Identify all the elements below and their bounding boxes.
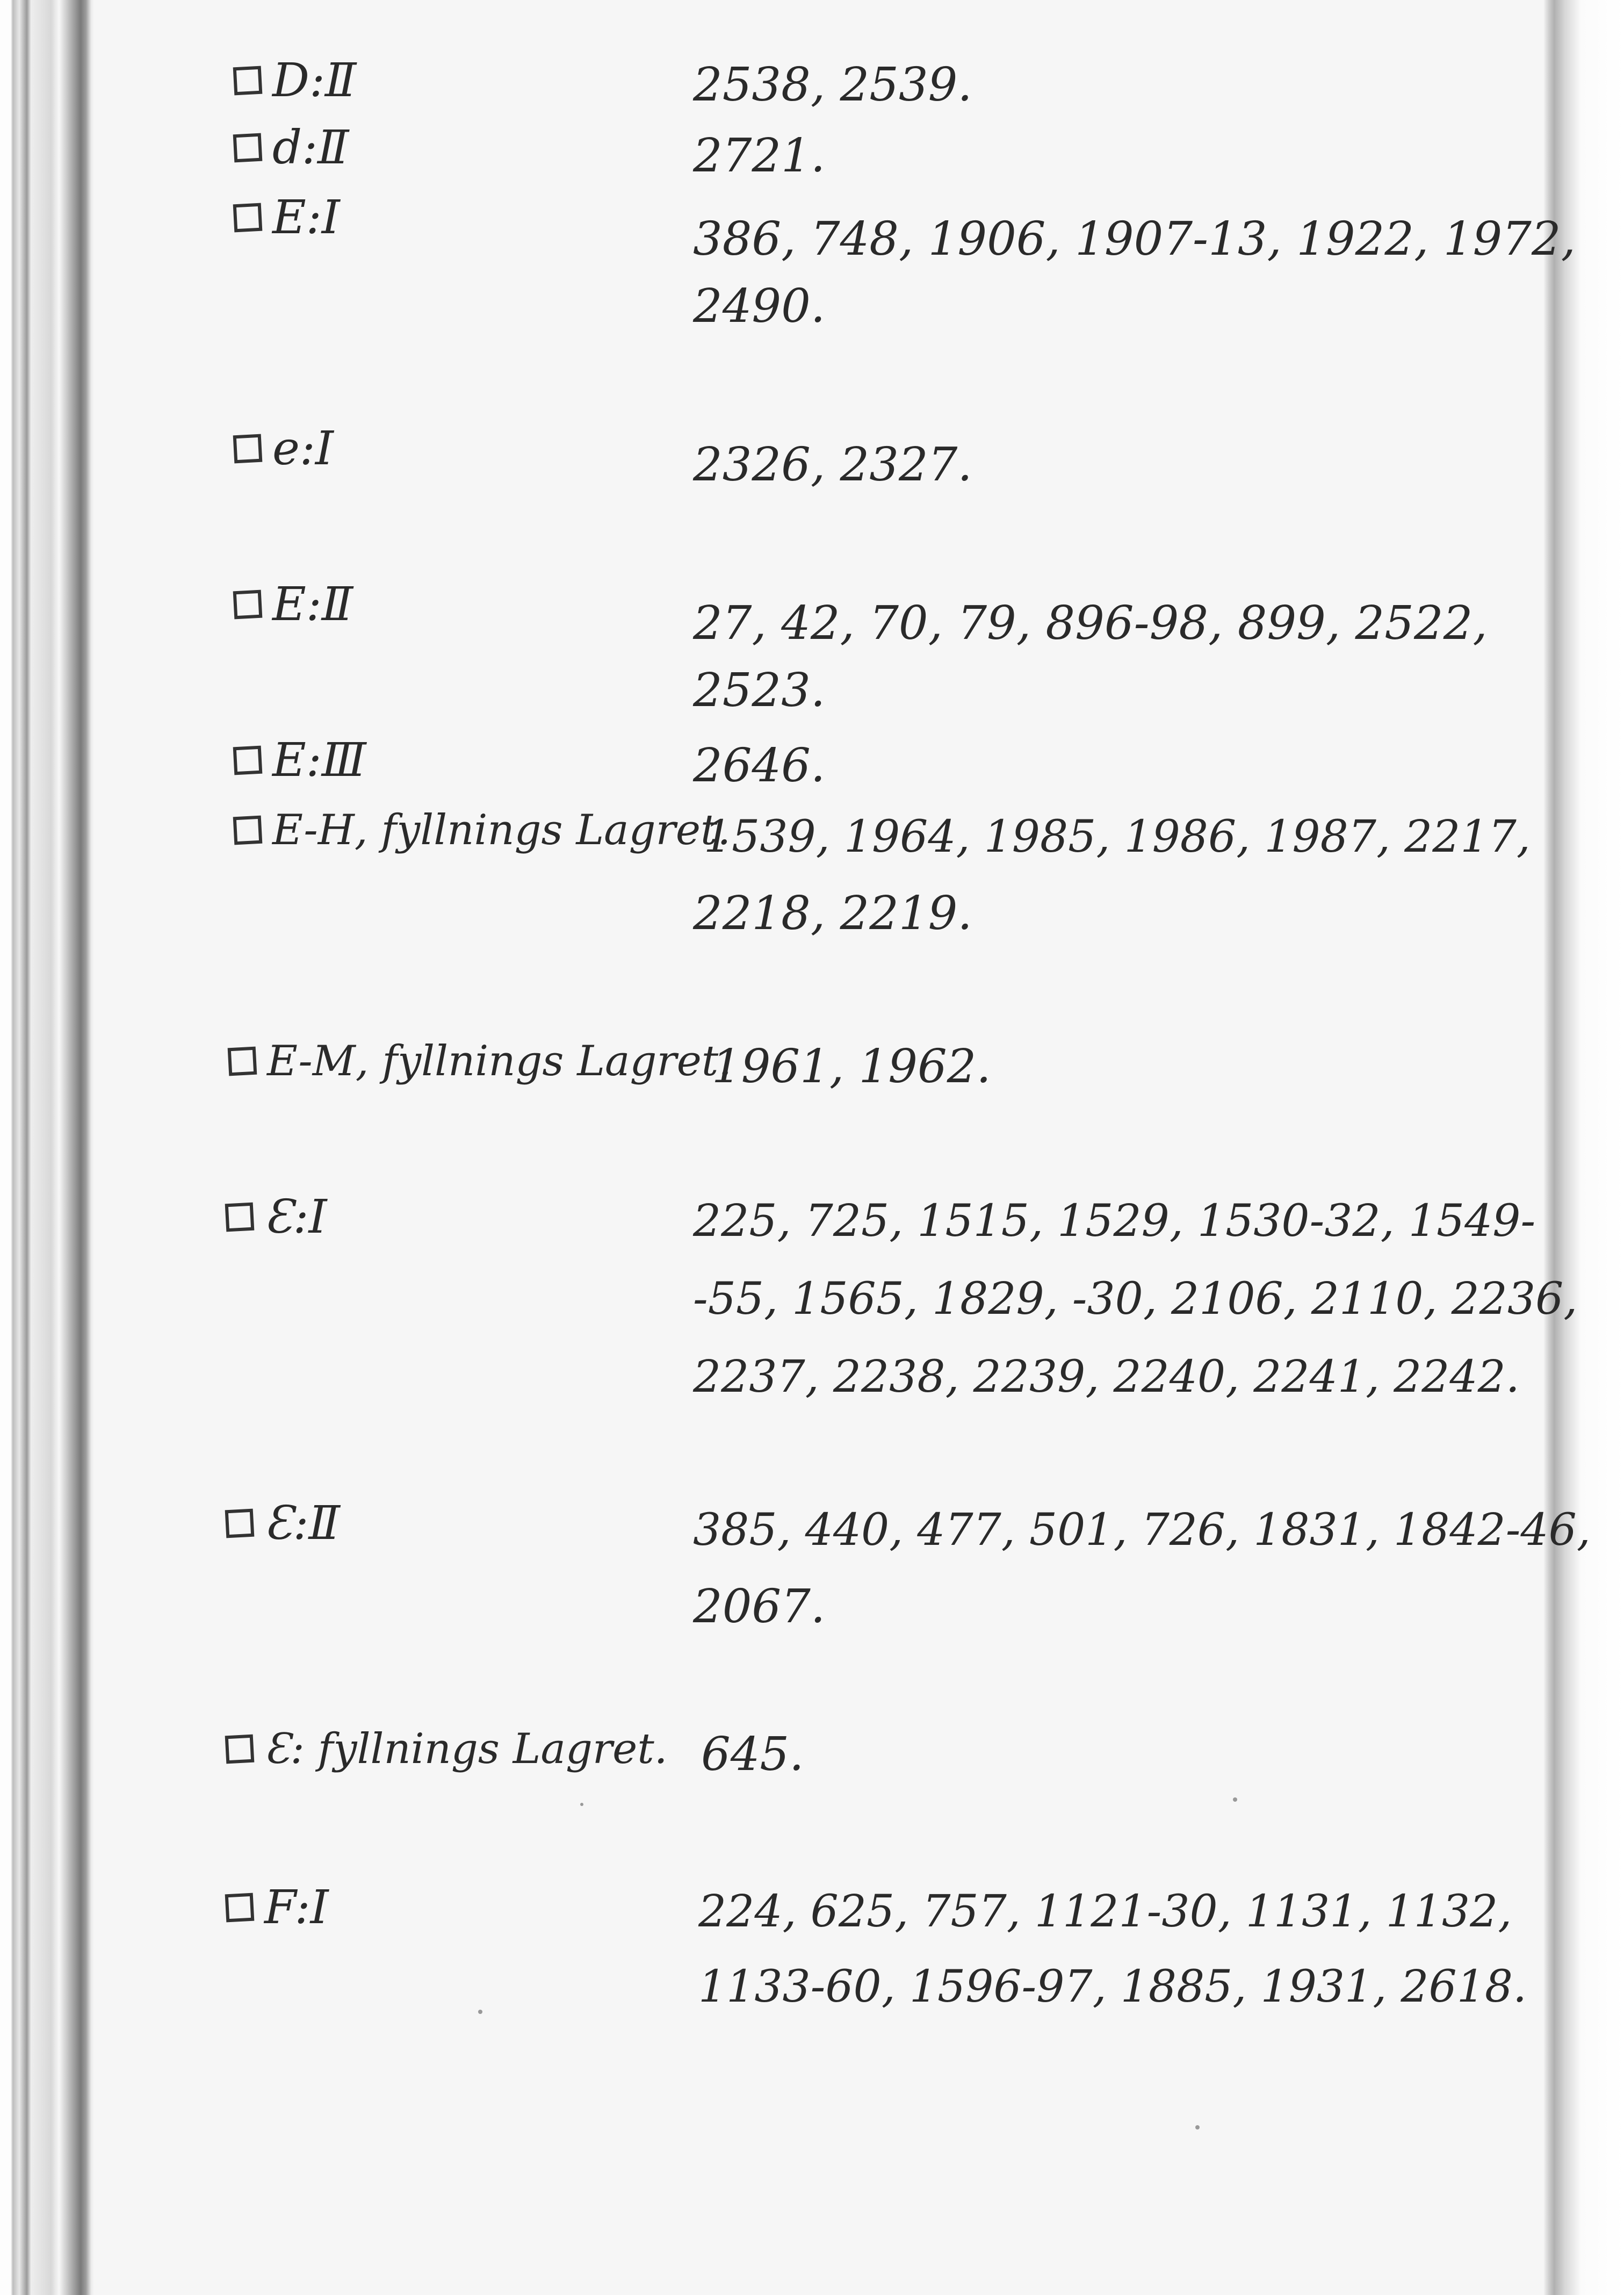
entry-numbers-line: 2538, 2539.: [693, 58, 972, 112]
checkbox-icon[interactable]: [225, 1509, 255, 1538]
checkbox-icon[interactable]: [233, 66, 263, 96]
entry-numbers-line: 2326, 2327.: [693, 438, 972, 492]
entry-label-row: [226, 1725, 667, 1773]
checkbox-icon[interactable]: [233, 746, 263, 775]
entry-numbers-line: -55, 1565, 1829, -30, 2106, 2110, 2236,: [693, 1274, 1578, 1325]
checkbox-icon[interactable]: [233, 816, 263, 845]
entry-label: d:Ⅱ: [272, 121, 349, 175]
entry-label: E:Ⅲ: [272, 733, 366, 787]
checkbox-icon[interactable]: [225, 1203, 255, 1232]
entry-numbers-line: 2721.: [693, 129, 826, 183]
entry-label: E-M, fyllnings Lagret.: [267, 1037, 732, 1085]
checkbox-icon[interactable]: [225, 1735, 255, 1764]
entry-numbers-line: 1539, 1964, 1985, 1986, 1987, 2217,: [704, 811, 1531, 862]
entry-numbers-line: 2237, 2238, 2239, 2240, 2241, 2242.: [693, 1351, 1520, 1402]
checkbox-icon[interactable]: [233, 434, 263, 464]
checkbox-icon[interactable]: [233, 590, 263, 620]
entry-label: E-H, fyllnings Lagret.: [272, 806, 731, 854]
entry-numbers-line: 2218, 2219.: [693, 887, 972, 940]
scan-speck: [1195, 2125, 1200, 2129]
entry-numbers-line: 645.: [701, 1728, 804, 1781]
entry-numbers-line: 1961, 1962.: [712, 1040, 991, 1093]
binding-edge-left: [0, 0, 94, 2295]
entry-numbers-line: 225, 725, 1515, 1529, 1530-32, 1549-: [693, 1196, 1536, 1247]
scan-speck: [580, 1803, 583, 1806]
scan-speck: [478, 2010, 482, 2014]
entry-numbers-line: 27, 42, 70, 79, 896-98, 899, 2522,: [693, 596, 1488, 650]
entry-label: E:I: [272, 191, 340, 244]
entry-numbers-line: 224, 625, 757, 1121-30, 1131, 1132,: [698, 1886, 1512, 1937]
entry-label-row: [234, 121, 349, 175]
checkbox-icon[interactable]: [228, 1047, 257, 1076]
entry-label-row: [228, 1037, 732, 1085]
entry-label-row: [226, 1190, 327, 1244]
entry-label-row: [226, 1881, 329, 1934]
binding-edge-right: [1543, 0, 1624, 2295]
checkbox-icon[interactable]: [233, 203, 263, 233]
entry-label-row: [234, 54, 356, 107]
entry-label: Ɛ:I: [264, 1190, 327, 1244]
entry-numbers-line: 1133-60, 1596-97, 1885, 1931, 2618.: [698, 1961, 1527, 2012]
entry-label: E:Ⅱ: [272, 578, 353, 631]
entry-label-row: [234, 578, 353, 631]
entry-numbers-line: 2646.: [693, 739, 826, 793]
entry-numbers-line: 2490.: [693, 279, 826, 333]
entry-label: D:Ⅱ: [272, 54, 357, 107]
entry-numbers-line: 2067.: [693, 1580, 826, 1634]
entry-numbers-line: 2523.: [693, 664, 826, 717]
entry-label-row: [226, 1497, 340, 1550]
entry-label-row: [234, 733, 366, 787]
entry-label-row: [234, 422, 334, 476]
checkbox-icon[interactable]: [233, 133, 263, 163]
entry-label: Ɛ: fyllnings Lagret.: [264, 1725, 668, 1773]
entry-label-row: [234, 806, 731, 854]
checkbox-icon[interactable]: [225, 1893, 255, 1923]
entry-label-row: [234, 191, 340, 244]
scan-speck: [1233, 1797, 1237, 1802]
entry-numbers-line: 385, 440, 477, 501, 726, 1831, 1842-46,: [693, 1505, 1591, 1556]
entry-label: e:I: [272, 422, 334, 476]
entry-label: Ɛ:Ⅱ: [264, 1497, 341, 1550]
entry-label: F:I: [264, 1881, 329, 1934]
entry-numbers-line: 386, 748, 1906, 1907-13, 1922, 1972,: [693, 212, 1576, 266]
